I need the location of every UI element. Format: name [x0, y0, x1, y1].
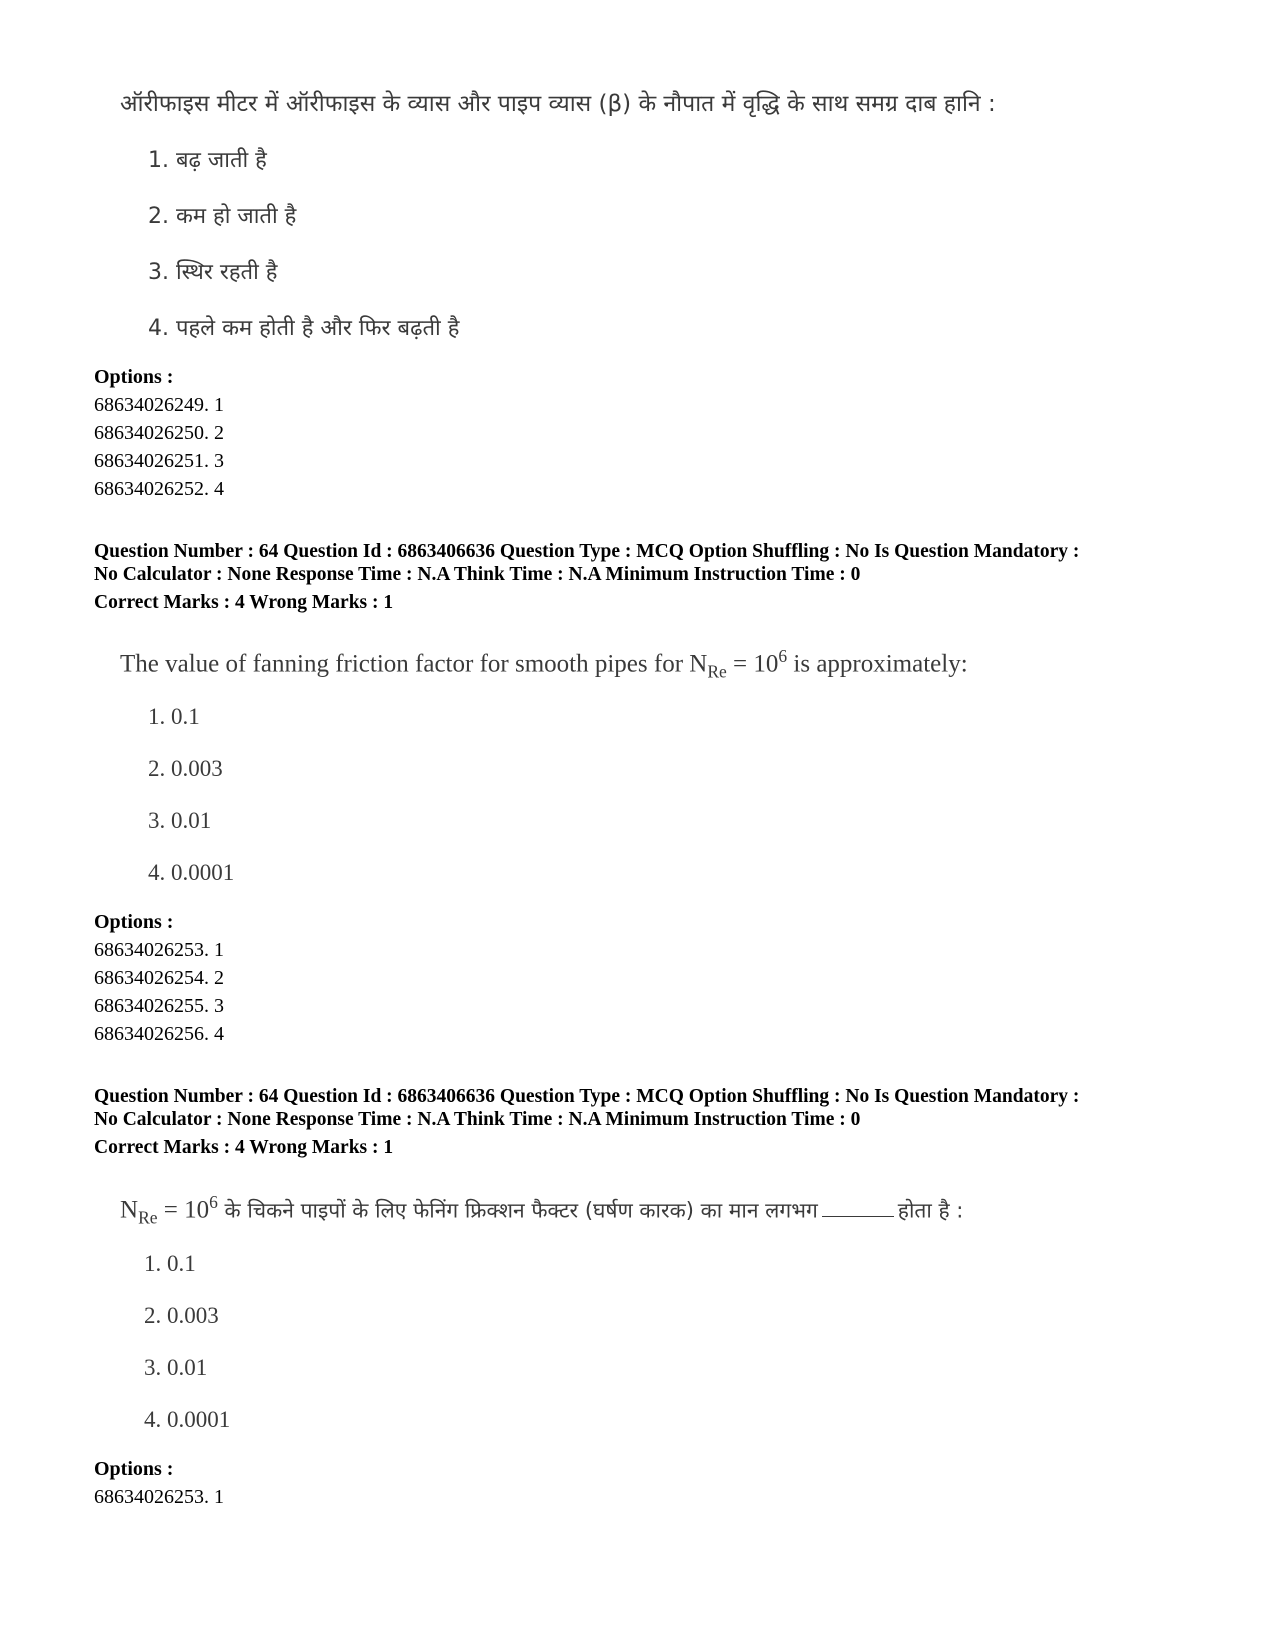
option-id-2: 68634026250. 2	[94, 422, 224, 444]
choice-4: 4. 0.0001	[144, 1407, 231, 1432]
question-prefix: N	[120, 1196, 139, 1224]
choice-3: 3. 0.01	[148, 808, 212, 833]
choice-4: 4. पहले कम होती है और फिर बढ़ती है	[148, 316, 460, 341]
equals-ten: = 10	[726, 650, 779, 678]
options-label: Options :	[94, 911, 174, 933]
options-label: Options :	[94, 366, 174, 388]
option-id-4: 68634026256. 4	[94, 1023, 224, 1045]
superscript-six: 6	[778, 646, 788, 666]
question-prefix: The value of fanning friction factor for smooth pipes for N	[120, 650, 708, 678]
choice-2: 2. 0.003	[148, 756, 223, 781]
question-suffix: is approximately:	[787, 650, 968, 678]
question-marks: Correct Marks : 4 Wrong Marks : 1	[94, 1137, 394, 1158]
equals-ten: = 10	[157, 1196, 210, 1224]
option-id-3: 68634026255. 3	[94, 995, 224, 1017]
question-suffix: होता है :	[897, 1198, 964, 1223]
choice-1: 1. बढ़ जाती है	[148, 148, 267, 173]
option-id-3: 68634026251. 3	[94, 450, 224, 472]
superscript-six: 6	[209, 1192, 218, 1212]
question-marks: Correct Marks : 4 Wrong Marks : 1	[94, 592, 394, 613]
choice-2: 2. 0.003	[144, 1303, 219, 1328]
subscript-re: Re	[707, 661, 727, 682]
question-text: ऑरीफाइस मीटर में ऑरीफाइस के व्यास और पाइप व्यास (β) के नौपात में वृद्धि के साथ समग्र दाब हानि :	[120, 91, 996, 117]
choice-1: 1. 0.1	[144, 1251, 196, 1276]
option-id-1: 68634026249. 1	[94, 394, 224, 416]
question-text	[120, 1192, 963, 1228]
question-meta-line-2: No Calculator : None Response Time : N.A Think Time : N.A Minimum Instruction Time : 0	[94, 564, 861, 585]
choice-3: 3. स्थिर रहती है	[148, 260, 278, 285]
options-label: Options :	[94, 1458, 174, 1480]
question-meta-line-2: No Calculator : None Response Time : N.A Think Time : N.A Minimum Instruction Time : 0	[94, 1109, 861, 1130]
option-id-1: 68634026253. 1	[94, 1486, 224, 1508]
question-middle: के चिकने पाइपों के लिए फेनिंग फ्रिक्शन फैक्टर (घर्षण कारक) का मान लगभग	[217, 1198, 818, 1223]
question-meta-line-1: Question Number : 64 Question Id : 6863406636 Question Type : MCQ Option Shuffling : No Is Question Mandatory :	[94, 541, 1080, 562]
choice-3: 3. 0.01	[144, 1355, 208, 1380]
option-id-1: 68634026253. 1	[94, 939, 224, 961]
option-id-4: 68634026252. 4	[94, 478, 224, 500]
subscript-re: Re	[138, 1207, 158, 1228]
choice-2: 2. कम हो जाती है	[148, 204, 297, 229]
choice-1: 1. 0.1	[148, 704, 200, 729]
option-id-2: 68634026254. 2	[94, 967, 224, 989]
question-meta-line-1: Question Number : 64 Question Id : 6863406636 Question Type : MCQ Option Shuffling : No Is Question Mandatory :	[94, 1086, 1080, 1107]
choice-4: 4. 0.0001	[148, 860, 235, 885]
answer-blank	[822, 1198, 894, 1217]
question-text	[120, 646, 968, 682]
